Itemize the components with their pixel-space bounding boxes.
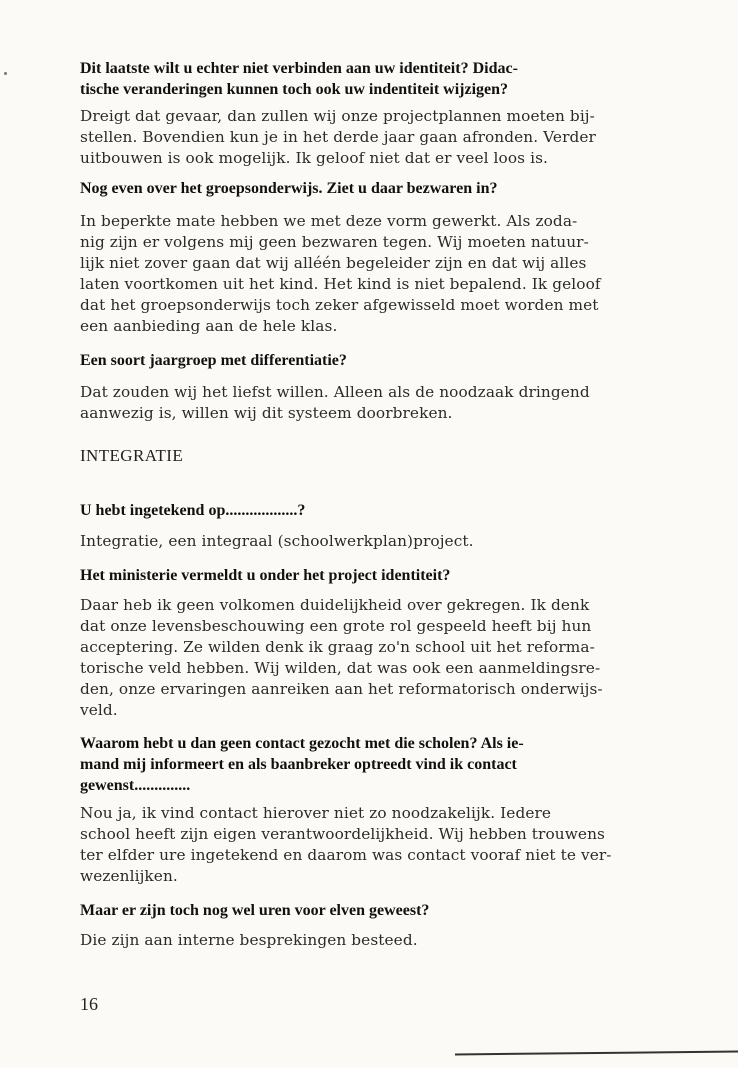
text-line: Nou ja, ik vind contact hierover niet zo noodzakelijk. Iedere [80, 804, 552, 822]
text-line: dat onze levensbeschouwing een grote rol gespeeld heeft bij hun [80, 617, 592, 635]
text-line: Integratie, een integraal (schoolwerkplan)project. [80, 532, 474, 550]
text-line: Dreigt dat gevaar, dan zullen wij onze projectplannen moeten bij- [80, 107, 595, 125]
section-heading-integratie [80, 445, 680, 466]
text-line: lijk niet zover gaan dat wij alléén begeleider zijn en dat wij alles [80, 254, 587, 272]
text-line: Die zijn aan interne besprekingen besteed. [80, 931, 418, 949]
answer-signed-up [80, 531, 680, 552]
text-line: Daar heb ik geen volkomen duidelijkheid over gekregen. Ik denk [80, 596, 590, 614]
page-number: 16 [80, 994, 98, 1014]
text-line: een aanbieding aan de hele klas. [80, 317, 338, 335]
text-line: gewenst.............. [80, 777, 191, 794]
scan-edge-mark [4, 72, 7, 75]
text-line: U hebt ingetekend op..................? [80, 502, 306, 519]
question-hours [80, 900, 680, 921]
question-ministry [80, 565, 680, 586]
text-line: nig zijn er volgens mij geen bezwaren tegen. Wij moeten natuur- [80, 233, 589, 251]
answer-ministry [80, 595, 680, 721]
question-signed-up [80, 500, 680, 521]
text-line: In beperkte mate hebben we met deze vorm gewerkt. Als zoda- [80, 212, 578, 230]
text-line: Waarom hebt u dan geen contact gezocht met die scholen? Als ie- [80, 735, 524, 752]
text-line: wezenlijken. [80, 867, 178, 885]
section-title: INTEGRATIE [80, 446, 184, 465]
text-line: uitbouwen is ook mogelijk. Ik geloof niet dat er veel loos is. [80, 149, 548, 167]
text-line: torische veld hebben. Wij wilden, dat was ook een aanmeldingsre- [80, 659, 601, 677]
text-line: ter elfder ure ingetekend en daarom was contact vooraf niet te ver- [80, 846, 612, 864]
text-line: aanwezig is, willen wij dit systeem doorbreken. [80, 404, 453, 422]
text-line: veld. [80, 701, 118, 719]
text-line: school heeft zijn eigen verantwoordelijkheid. Wij hebben trouwens [80, 825, 605, 843]
text-line: mand mij informeert en als baanbreker optreedt vind ik contact [80, 756, 517, 773]
text-line: Dit laatste wilt u echter niet verbinden aan uw identiteit? Didac- [80, 60, 518, 77]
scan-bottom-edge [455, 1051, 738, 1056]
question-identity-didactic [80, 58, 680, 100]
question-year-group [80, 350, 680, 371]
text-line: Nog even over het groepsonderwijs. Ziet u daar bezwaren in? [80, 180, 498, 197]
text-line: Dat zouden wij het liefst willen. Alleen als de noodzaak dringend [80, 383, 590, 401]
text-line: acceptering. Ze wilden denk ik graag zo'n school uit het reforma- [80, 638, 595, 656]
text-line: laten voortkomen uit het kind. Het kind is niet bepalend. Ik geloof [80, 275, 601, 293]
question-contact [80, 733, 680, 796]
answer-hours [80, 930, 680, 951]
text-line: Het ministerie vermeldt u onder het project identiteit? [80, 567, 451, 584]
question-group-education [80, 178, 680, 199]
text-line: stellen. Bovendien kun je in het derde jaar gaan afronden. Verder [80, 128, 596, 146]
text-line: den, onze ervaringen aanreiken aan het reformatorisch onderwijs- [80, 680, 603, 698]
text-line: tische veranderingen kunnen toch ook uw indentiteit wijzigen? [80, 81, 509, 98]
answer-project-plans [80, 106, 680, 169]
text-line: Maar er zijn toch nog wel uren voor elven geweest? [80, 902, 430, 919]
answer-group-education [80, 211, 680, 337]
text-line: Een soort jaargroep met differentiatie? [80, 352, 347, 369]
answer-contact [80, 803, 680, 887]
answer-year-group [80, 382, 680, 424]
text-line: dat het groepsonderwijs toch zeker afgewisseld moet worden met [80, 296, 599, 314]
